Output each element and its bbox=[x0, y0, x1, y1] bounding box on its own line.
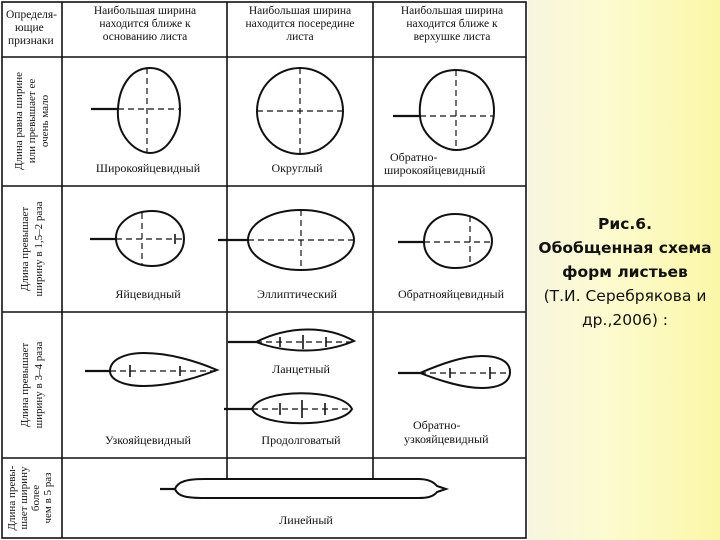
narrow-ovate-leaf bbox=[110, 353, 217, 386]
column-1-header-line2: находится ближе к bbox=[99, 18, 191, 30]
figure-caption bbox=[532, 212, 718, 332]
row-3-header bbox=[19, 342, 45, 429]
column-3-header-line3: верхушке листа bbox=[413, 31, 491, 43]
label-oblong: Продолговатый bbox=[261, 433, 341, 447]
corner-header-line1: Определя- bbox=[6, 9, 57, 21]
row-4-header-line2: шает ширину bbox=[18, 466, 30, 530]
label-narrow-obovate-line2: узкояйцевидный bbox=[404, 432, 489, 446]
row-4-header-line4: чем в 5 раз bbox=[42, 472, 54, 524]
column-2-header-line3: листа bbox=[286, 31, 314, 43]
obovate-leaf bbox=[424, 214, 492, 268]
caption-source-line2: др.,2006) : bbox=[581, 311, 669, 329]
row-1-header-line3: очень мало bbox=[39, 94, 51, 148]
label-broad-ovate: Широкояйцевидный bbox=[95, 161, 201, 175]
corner-header-line3: признаки bbox=[8, 35, 54, 47]
corner-header-line2: ющие bbox=[15, 22, 44, 34]
label-linear: Линейный bbox=[279, 513, 333, 527]
label-narrow-ovate: Узкояйцевидный bbox=[105, 433, 191, 447]
column-1-header-line3: основанию листа bbox=[102, 31, 188, 43]
caption-figure-number: Рис.6. bbox=[598, 215, 652, 233]
row-4-header bbox=[6, 465, 54, 530]
column-2-header-line1: Наибольшая ширина bbox=[248, 5, 352, 17]
label-broad-obovate-line1: Обратно- bbox=[390, 150, 438, 164]
label-lanceolate: Ланцетный bbox=[272, 362, 330, 376]
lanceolate-leaf bbox=[256, 329, 354, 350]
row-1-header-line1: Длина равна ширине bbox=[13, 71, 25, 171]
linear-leaf bbox=[175, 479, 446, 498]
column-3-header-line1: Наибольшая ширина bbox=[400, 5, 504, 17]
caption-title-line1: Обобщенная схема bbox=[538, 239, 712, 257]
row-4-header-line1: Длина превы- bbox=[6, 465, 18, 531]
label-narrow-obovate-line1: Обратно- bbox=[413, 418, 461, 432]
broad-ovate-leaf bbox=[118, 68, 180, 153]
row-2-header-line2: ширину в 1,5–2 раза bbox=[33, 201, 45, 297]
caption-title-line2: форм листьев bbox=[562, 263, 688, 281]
broad-obovate-leaf bbox=[420, 70, 494, 150]
narrow-obovate-leaf bbox=[420, 356, 510, 388]
label-ovate: Яйцевидный bbox=[115, 287, 181, 301]
row-3-header-line1: Длина превышает bbox=[19, 342, 31, 428]
column-1-header-line1: Наибольшая ширина bbox=[93, 5, 197, 17]
row-1-header bbox=[13, 72, 51, 170]
column-3-header-line2: находится ближе к bbox=[406, 18, 498, 30]
caption-source-line1: (Т.И. Серебрякова и bbox=[543, 287, 707, 305]
label-broad-obovate-line2: широкояйцевидный bbox=[384, 163, 486, 177]
row-3-header-line2: ширину в 3–4 раза bbox=[33, 341, 45, 429]
row-2-header-line1: Длина превышает bbox=[19, 206, 31, 292]
label-elliptic: Эллиптический bbox=[257, 287, 337, 301]
row-1-header-line2: или превышает ее bbox=[26, 78, 38, 164]
row-4-header-line3: более bbox=[30, 484, 42, 512]
column-2-header-line2: находится посередине bbox=[245, 18, 355, 30]
row-2-header bbox=[19, 201, 45, 296]
label-obovate: Обратнояйцевидный bbox=[397, 287, 505, 301]
label-round: Округлый bbox=[271, 161, 323, 175]
